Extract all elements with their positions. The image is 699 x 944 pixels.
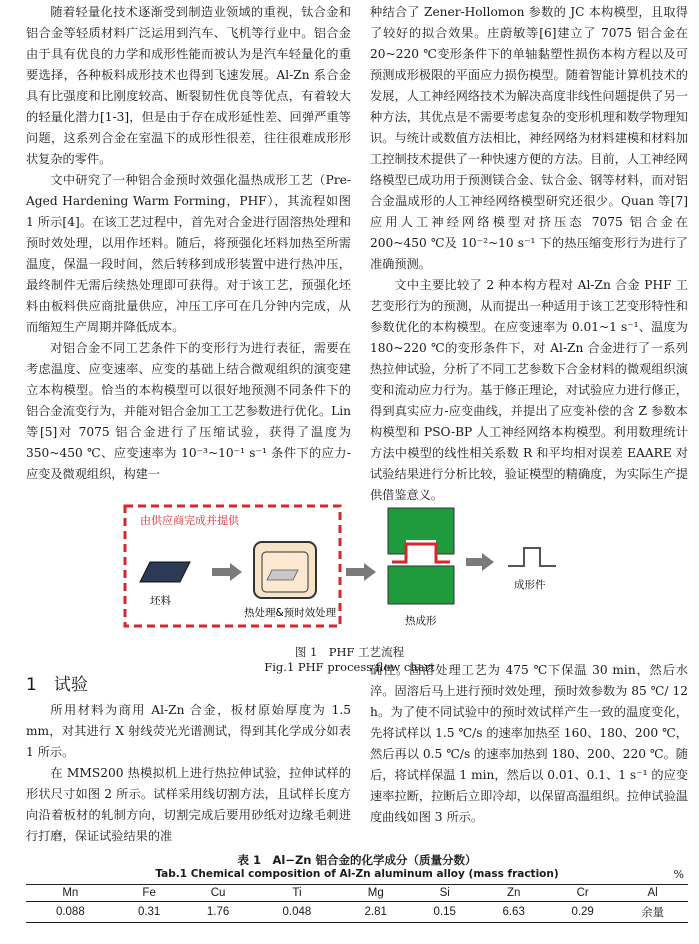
table-header-cell: Al xyxy=(617,885,688,902)
table-cell: 0.29 xyxy=(548,902,617,923)
arrow-right-icon xyxy=(212,563,242,581)
table-header-cell: Mg xyxy=(341,885,410,902)
table-cell: 2.81 xyxy=(341,902,410,923)
process-flow-diagram xyxy=(120,500,590,640)
table-cell: 余量 xyxy=(617,902,688,923)
figure-1-process-flow xyxy=(120,500,590,640)
section-1-left-column xyxy=(26,700,351,847)
table-header-cell: Si xyxy=(410,885,479,902)
table-cell: 0.31 xyxy=(115,902,184,923)
right-text-column xyxy=(370,2,688,506)
table-header-row xyxy=(26,885,688,902)
table-1-unit: % xyxy=(673,868,684,881)
table-header-cell: Zn xyxy=(479,885,548,902)
blank-in-oven-shape xyxy=(267,570,298,580)
experiment-paragraph-3: 确性。固溶处理工艺为 475 ℃下保温 30 min，然后水淬。固溶后马上进行预时效处理，预时效参数为 85 ℃/ 12 h。为了使不同试验中的预时效试样产生一致的温度变化，先将试样以 1.5 ℃/s 的速率加热至 160、180、200 ℃，然后再以 0.5 ℃/s 的速率加热到 180、200、220 ℃。随后，将试样保温 1 min，然后以 0.01、0.1、1 s⁻¹ 的应变速率拉断，拉断后立即冷却，以保留高温组织。拉伸试验温度曲线如图 3 所示。 xyxy=(370,663,688,824)
intro-paragraph-1: 随着轻量化技术逐渐受到制造业领域的重视，钛合金和铝合金等轻质材料广泛运用到汽车、飞机等行业中。铝合金由于具有优良的力学和成形性能而被认为是汽车轻量化的重要选择，各种板料成形技术也得到飞速发展。Al-Zn 系合金具有比强度和比刚度较高、断裂韧性优良等优点，有着较大的轻量化潜力[1-3]，但是由于存在成形延性差、回弹严重等问题，这系列合金在室温下的成形性很差，往往很难成形形状复杂的零件。 xyxy=(26,5,351,166)
formed-part-shape xyxy=(508,548,556,566)
arrow-right-icon xyxy=(466,553,494,571)
blank-label: 坯料 xyxy=(150,595,171,607)
section-1-right-column xyxy=(370,660,688,828)
table-cell: 0.088 xyxy=(26,902,115,923)
arrow-right-icon xyxy=(346,563,376,581)
composition-table xyxy=(26,884,688,923)
table-header-cell: Fe xyxy=(115,885,184,902)
table-cell: 0.15 xyxy=(410,902,479,923)
blank-sheet-shape xyxy=(140,562,190,582)
left-text-column xyxy=(26,2,351,485)
intro-paragraph-4: 种结合了 Zener-Hollomon 参数的 JC 本构模型，且取得了较好的拟合效果。庄蔚敏等[6]建立了 7075 铝合金在 20~220 ℃变形条件下的单轴黏塑性损伤本构方程以及可预测成形极限的平面应力损伤模型。随着智能计算机技术的发展，人工神经网络技术为解决高度非线性问题提供了另一种方法，其优点是不需要考虑复杂的变形机理和数学物理知识。与统计或数值方法相比，神经网络为材料建模和材料加工控制技术提供了一种快速方便的方法。目前，人工神经网络模型已成功用于预测镁合金、钛合金、钢等材料，而对铝合金温成形的人工神经网络模型研究还很少。Quan 等[7]应用人工神经网络模型对挤压态 7075 铝合金在 200~450 ℃及 10⁻²~10 s⁻¹ 下的热压缩变形行为进行了准确预测。 xyxy=(370,5,688,271)
experiment-paragraph-1: 所用材料为商用 Al-Zn 合金，板材原始厚度为 1.5 mm，对其进行 X 射线荧光光谱测试，得到其化学成分如表 1 所示。 xyxy=(26,703,351,759)
table-header-cell: Cr xyxy=(548,885,617,902)
figure-1-caption-cn: 图 1 PHF 工艺流程 xyxy=(294,645,405,659)
table-row xyxy=(26,902,688,923)
supplier-label: 由供应商完成并提供 xyxy=(140,514,239,527)
table-header-cell: Ti xyxy=(253,885,342,902)
heat-treat-label: 热处理&预时效处理 xyxy=(244,607,337,619)
table-cell: 1.76 xyxy=(184,902,253,923)
table-1-caption-cn: 表 1 Al−Zn 铝合金的化学成分（质量分数） xyxy=(237,853,477,867)
lower-die-shape xyxy=(388,566,454,604)
table-header-cell: Cu xyxy=(184,885,253,902)
table-1-caption-en: Tab.1 Chemical composition of Al-Zn aluminum alloy (mass fraction) xyxy=(155,868,559,880)
intro-paragraph-5: 文中主要比较了 2 种本构方程对 Al-Zn 合金 PHF 工艺变形行为的预测，从而提出一种适用于该工艺变形特性和参数优化的本构模型。在应变速率为 0.01~1 s⁻¹、温度为 180~220 ℃的变形条件下，对 Al-Zn 合金进行了一系列热拉伸试验，分析了不同工艺参数下合金材料的微观组织演变和流动应力行为。基于修正理论，对试验应力进行修正，得到真实应力-应变曲线，并提出了应变补偿的含 Z 参数本构模型和 PSO-BP 人工神经网络本构模型。利用数理统计方法中模型的线性相关系数 R 和平均相对误差 EAARE 对试验结果进行分析比较，验证模型的精确度，为实际生产提供借鉴意义。 xyxy=(370,278,688,502)
intro-paragraph-2: 文中研究了一种铝合金预时效强化温热成形工艺（Pre-Aged Hardening Warm Forming，PHF），其流程如图 1 所示[4]。在该工艺过程中，首先对合金进行固溶热处理和预时效处理，以用作坯料。随后，将预强化坯料加热至所需温度，保温一段时间，然后转移到成形装置中进行热冲压，最终制件无需后续热处理即可获得。对于该工艺，预强化坯料由板料供应商批量供应，冲压工序可在几分钟内完成，从而缩短生产周期并降低成本。 xyxy=(26,173,351,334)
table-header-cell: Mn xyxy=(26,885,115,902)
table-cell: 0.048 xyxy=(253,902,342,923)
table-cell: 6.63 xyxy=(479,902,548,923)
table-1 xyxy=(26,852,688,923)
figure-1-caption-en: Fig.1 PHF process flow chart xyxy=(264,660,435,674)
part-label: 成形件 xyxy=(514,579,546,591)
intro-paragraph-3: 对铝合金不同工艺条件下的变形行为进行表征，需要在考虑温度、应变速率、应变的基础上结合微观组织的演变建立本构模型。恰当的本构模型可以很好地预测不同条件下的铝合金流变行为，并能对铝合金加工工艺参数进行优化。Lin 等[5]对 7075 铝合金进行了压缩试验，获得了温度为 350~450 ℃、应变速率为 10⁻³~10⁻¹ s⁻¹ 条件下的应力-应变及微观组织，构建一 xyxy=(26,341,351,481)
experiment-paragraph-2: 在 MMS200 热模拟机上进行热拉伸试验，拉伸试样的形状尺寸如图 2 所示。试样采用线切割方法，且试样长度方向沿着板材的轧制方向，切割完成后要用砂纸对边缘毛刺进行打磨，保证试验结果的准 xyxy=(26,766,351,843)
hot-forming-label: 热成形 xyxy=(405,615,437,627)
section-1-title: 1 试验 xyxy=(26,675,88,695)
